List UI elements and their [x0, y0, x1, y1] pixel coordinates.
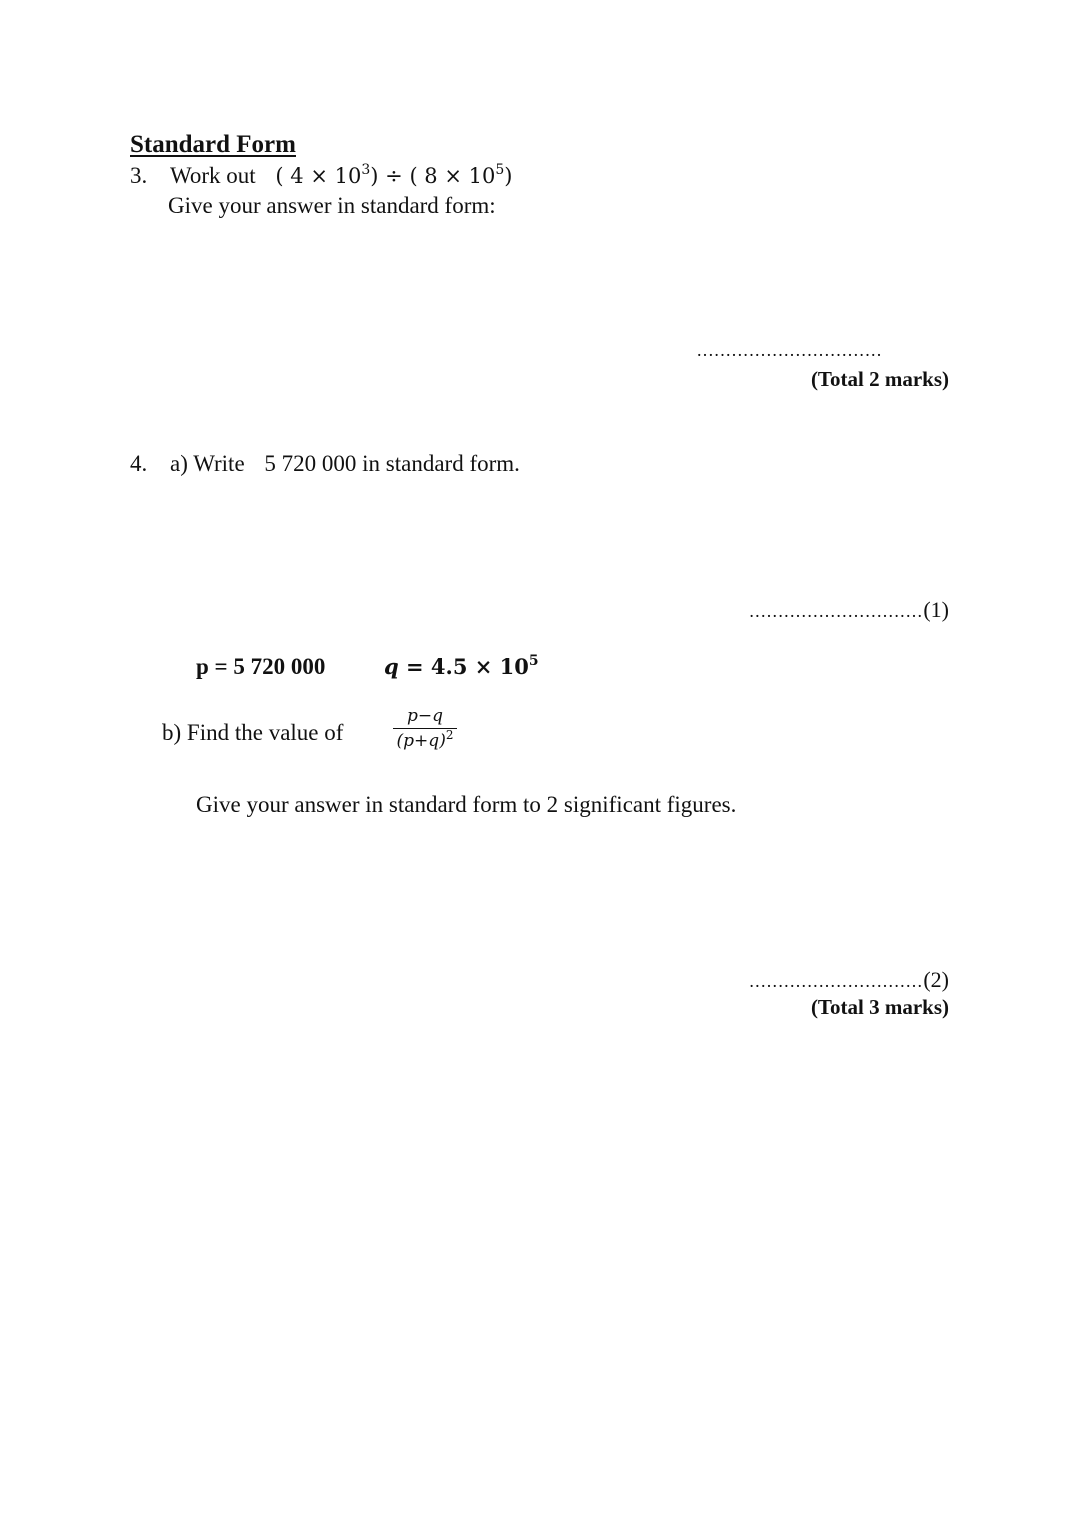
question-4b-prompt: Find the value of — [186, 720, 344, 745]
definition-q — [384, 654, 539, 679]
expr-term1-open: ( 4 × 10 — [275, 164, 362, 188]
fraction-numerator: p−q — [393, 706, 457, 729]
expr-term2-open: ( 8 × 10 — [409, 164, 496, 188]
expr-term2-exponent: 5 — [495, 162, 505, 178]
question-4a-marks: (1) — [923, 597, 949, 622]
question-4b-instruction: Give your answer in standard form to 2 significant figures. — [196, 792, 737, 817]
fraction-denominator-base: (p+q) — [396, 731, 446, 751]
question-3-prompt: Work out — [170, 163, 256, 188]
definition-q-variable: q — [384, 654, 399, 679]
definition-q-value: = 4.5 × 10 — [398, 654, 529, 679]
question-3-prompt-line — [170, 163, 512, 189]
question-4a-prompt-end: in standard form. — [362, 451, 520, 476]
expr-term1-exponent: 3 — [361, 162, 371, 178]
expr-term1-close: ) — [370, 164, 379, 188]
question-4a-prompt-line — [170, 451, 520, 477]
question-4b-fraction — [393, 706, 457, 751]
question-4b-answer-line[interactable]: .............................. — [749, 971, 924, 991]
question-4-total-marks: (Total 3 marks) — [810, 995, 949, 1019]
expr-term2-close: ) — [504, 164, 513, 188]
fraction-denominator — [393, 729, 457, 751]
section-title: Standard Form — [130, 131, 296, 158]
question-3-instruction: Give your answer in standard form: — [168, 193, 496, 218]
question-3-number: 3. — [130, 163, 148, 188]
question-4b-marks: (2) — [923, 967, 949, 992]
question-4b-answer-row — [749, 967, 949, 993]
question-4a-value: 5 720 000 — [264, 451, 357, 476]
question-4b-prompt-line — [162, 720, 343, 746]
definition-p: p = 5 720 000 — [196, 654, 326, 679]
question-3-total-marks: (Total 2 marks) — [810, 367, 949, 391]
question-3-answer-line[interactable]: ................................ — [697, 340, 883, 360]
question-4a-prompt-start: Write — [193, 451, 245, 476]
fraction-denominator-exponent: 2 — [445, 728, 454, 742]
question-4-number: 4. — [130, 451, 148, 476]
question-4a-label: a) — [170, 451, 188, 476]
question-3-expression — [275, 164, 512, 188]
question-4b-label: b) — [162, 720, 182, 745]
question-4a-answer-line[interactable]: .............................. — [749, 601, 924, 621]
question-4a-answer-row — [749, 597, 949, 623]
expr-divide-operator: ÷ — [385, 164, 403, 188]
definition-q-exponent: 5 — [528, 653, 539, 669]
